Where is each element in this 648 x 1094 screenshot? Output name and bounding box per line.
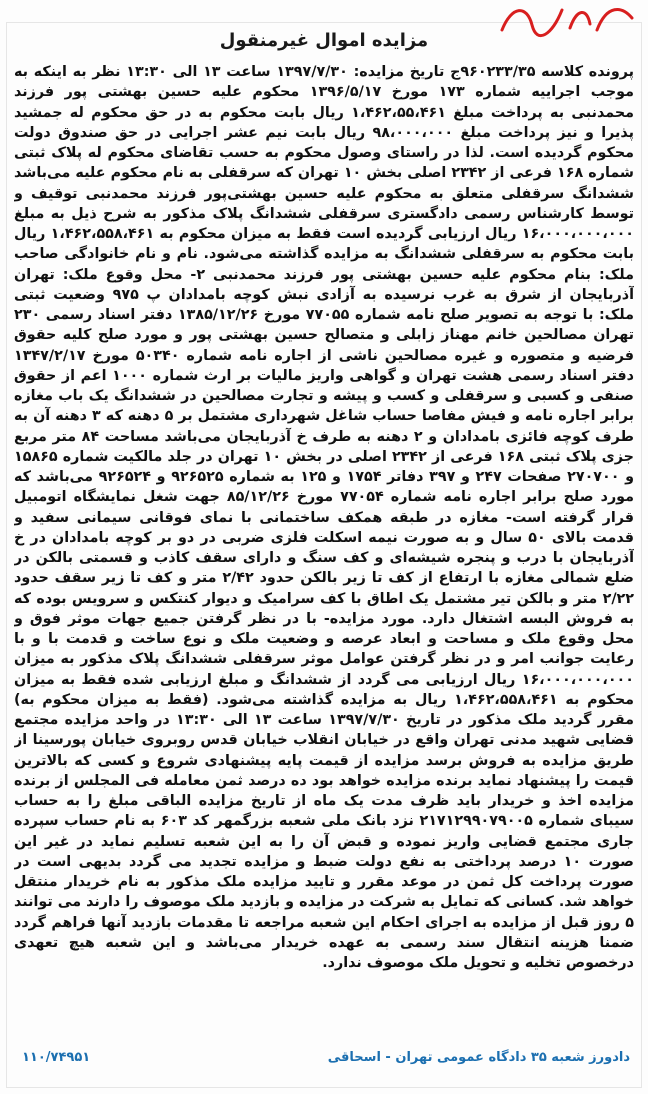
ad-title: مزایده اموال غیرمنقول [219,30,429,51]
ad-body-paragraph: پرونده کلاسه ۹۶۰۲۳۳/۳۵ج تاریخ مزایده: ۱۳۹۷/۷/۳۰ ساعت ۱۳ الی ۱۳:۳۰ نظر به اینکه به موجب اجراییه شماره ۱۷۳ مورخ ۱۳۹۶/۵/۱۷ محکوم علیه حسین بهشتی پور فرزند محمدنبی به پرداخت مبلغ ۱،۴۶۲،۵۵،۴۶۱ ریال بابت محکوم به در حق محکوم له جمشید پذیرا و نیز پرداخت مبلغ ۹۸،۰۰۰،۰۰۰ ریال بابت نیم عشر اجرایی در حق صندوق دولت محکوم گردیده است. لذا در راستای وصول محکوم به حسب تقاضای محکوم له پلاک ثبتی شماره ۱۶۸ فرعی از ۲۳۴۲ اصلی بخش ۱۰ تهران که سرقفلی به نام محکوم علیه می‌باشد ششدانگ سرقفلی متعلق به محکوم علیه حسین بهشتی‌پور فرزند محمدنبی توقیف و توسط کارشناس رسمی دادگستری سرقفلی ششدانگ پلاک مذکور به شرح ذیل به مبلغ ۱۶،۰۰۰،۰۰۰،۰۰۰ ریال ارزیابی گردیده است فقط به میزان محکوم به ۱،۴۶۲،۵۵۸،۴۶۱ ریال بابت محکوم به سرقفلی ششدانگ به مزایده گذاشته می‌شود. نام و نام خانوادگی صاحب ملک: بنام محکوم علیه حسین بهشتی پور فرزند محمدنبی ۲- محل وقوع ملک: تهران آذربایجان از شرق به غرب نرسیده به آزادی نبش کوچه بامدادان پ ۹۷۵ وضعیت ثبتی ملک: با توجه به تصویر صلح نامه شماره ۷۷۰۵۵ مورخ ۱۳۸۵/۱۲/۲۶ دفتر اسناد رسمی ۲۳۰ تهران مصالحین خانم مهناز زابلی و متصالح حسین بهشتی پور و مورد صلح کلیه حقوق فرضیه و متصوره و غیره مصالحین ناشی از اجاره نامه شماره ۵۰۳۴۰ مورخ ۱۳۴۷/۲/۱۷ دفتر اسناد رسمی هشت تهران و گواهی واریز مالیات بر ارث شماره ۱۰۰۰ اعم از حقوق صنفی و کسبی و سرقفلی و کسب و پیشه و تجارت مصالحین در ششدانگ یک باب مغازه برابر اجاره نامه و فیش مفاصا حساب شاغل شهرداری مشتمل بر ۵ دهنه که ۳ دهنه آن به طرف کوچه فائزی بامدادان و ۲ دهنه به طرف خ آذربایجان می‌باشد مساحت ۸۴ متر مربع جزی پلاک ثبتی ۱۶۸ فرعی از ۲۳۴۲ اصلی در بخش ۱۰ تهران در جلد مالکیت شماره ۱۵۸۶۵ و ۲۷۰۷۰۰ صفحات ۲۴۷ و ۳۹۷ دفاتر ۱۷۵۴ و ۱۲۵ به شماره ۹۲۶۵۲۵ و ۹۲۶۵۲۴ می‌باشد که مورد صلح برابر اجاره نامه شماره ۷۷۰۵۴ مورخ ۸۵/۱۲/۲۶ جهت شغل نمایشگاه اتومبیل قرار گرفته است- مغازه در طبقه همکف ساختمانی با نمای فوقانی سیمانی سفید و قدمت بالای ۵۰ سال و به صورت نیمه اسکلت فلزی ضربی در دو بر کوچه بامدادان در خ آذربایجان با درب و پنجره شیشه‌ای و کف سنگ و دارای سقف کاذب و قسمتی بالکن در ضلع شمالی مغازه با ارتفاع از کف تا زیر بالکن حدود ۲/۴۲ متر و کف تا زیر سقف حدود ۲/۲۲ متر و بالکن تیر مشتمل یک اطاق با کف سرامیک و دیوار کنتکس و سرویس بوده که به فروش البسه اشتغال دارد. مورد مزایده- با در نظر گرفتن جمیع جهات موثر فوق و محل وقوع ملک و مساحت و ابعاد عرصه و وضعیت ملک و نوع ساخت و قدمت با و با رعایت جوانب امر و در نظر گرفتن عوامل موثر سرقفلی ششدانگ پلاک مذکور به میزان ۱۶،۰۰۰،۰۰۰،۰۰۰ ریال ارزیابی می گردد از ششدانگ و مبلغ ارزیابی شده فقط به میزان محکوم به ۱،۴۶۲،۵۵۸،۴۶۱ ریال به مزایده گذاشته می‌شود. (فقط به میزان محکوم به) مقرر گردید ملک مذکور در تاریخ ۱۳۹۷/۷/۳۰ ساعت ۱۳ الی ۱۳:۳۰ در واحد مزایده مجتمع قضایی شهید مدنی تهران واقع در خیابان انقلاب خیابان قدس روبروی خیابان پورسینا از طریق مزایده به فروش برسد مزایده از قیمت پایه پیشنهادی شروع و کسی که بالاترین قیمت را پیشنهاد نماید برنده مزایده خواهد بود ده درصد ثمن معامله فی المجلس از برنده مزایده اخذ و خریدار باید ظرف مدت یک ماه از تاریخ مزایده الباقی مبلغ را به حساب سیبای شماره ۲۱۷۱۲۹۹۰۷۹۰۰۵ نزد بانک ملی شعبه بزرگمهر کد ۶۰۳ به نام حساب سپرده جاری مجتمع قضایی واریز نموده و قبض آن را به این شعبه تسلیم نماید در غیر این صورت ۱۰ درصد پرداختی به نفع دولت ضبط و مزایده تجدید می گردد بدیهی است در صورت پرداخت کل ثمن در موعد مقرر و تایید مزایده ملک مذکور به نام خریدار منتقل خواهد شد. کسانی که تمایل به شرکت در مزایده و بازدید ملک موصوف را دارند می توانند ۵ روز قبل از مزایده به اجرای احکام این شعبه مراجعه تا مقدمات بازدید آنها فراهم گردد ضمنا هزینه انتقال سند رسمی به عهده خریدار می‌باشد و این شعبه هیچ تعهدی درخصوص تخلیه و تحویل ملک موصوف ندارد. [14,64,634,971]
ad-body [14,62,634,1037]
ad-reference-code: ۱۱۰/۷۴۹۵۱ [22,1050,91,1065]
court-officer-signature: دادورز شعبه ۳۵ دادگاه عمومی تهران - اسحاقی [327,1050,630,1065]
